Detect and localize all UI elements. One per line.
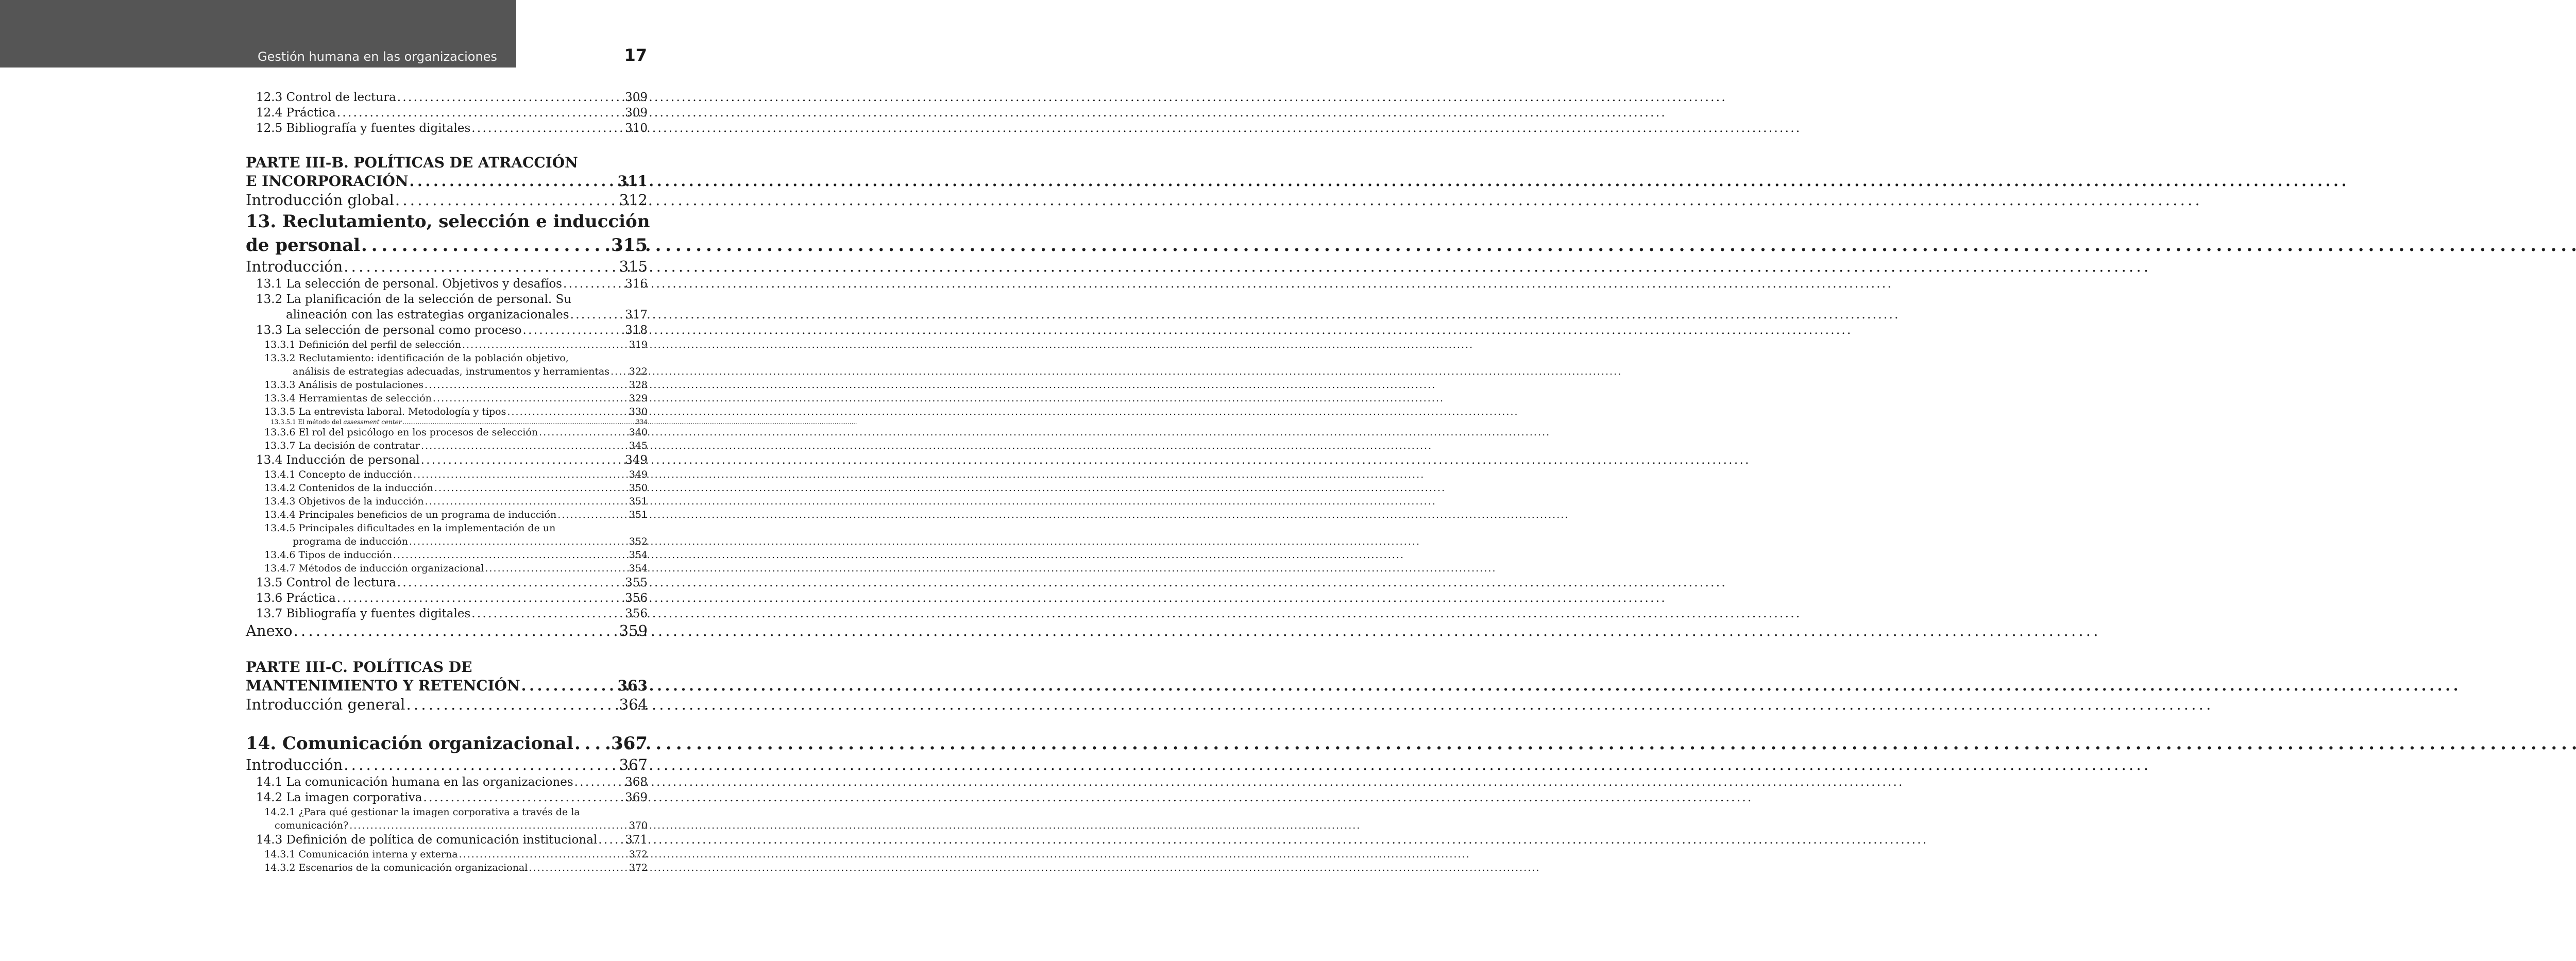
toc-entry-page: 349	[625, 453, 648, 467]
running-header-title: Gestión humana en las organizaciones	[258, 49, 497, 64]
toc-entry-page: 356	[625, 592, 648, 605]
toc-entry-title: 13.4.6 Tipos de inducción	[264, 549, 392, 561]
table-of-contents	[246, 90, 648, 874]
toc-entry	[246, 606, 648, 621]
toc-entry-title: programa de inducción	[293, 536, 408, 547]
toc-entry-page: 345	[629, 440, 648, 451]
toc-entry-title: 13.3.7 La decisión de contratar	[264, 440, 420, 451]
toc-entry	[246, 508, 648, 521]
toc-entry	[246, 832, 648, 848]
toc-entry-page: 355	[625, 576, 648, 589]
toc-entry-page: 354	[629, 563, 648, 574]
toc-entry	[246, 439, 648, 452]
toc-entry	[246, 426, 648, 439]
toc-entry	[246, 591, 648, 606]
toc-entry-line: 14.2.1 ¿Para qué gestionar la imagen corporativa a través de la	[264, 806, 580, 818]
toc-entry-page: 364	[619, 696, 648, 713]
toc-entry-page: 340	[629, 427, 648, 438]
part-heading-line: PARTE III-C. POLÍTICAS DE	[246, 659, 472, 676]
toc-entry-title: 13.4.7 Métodos de inducción organizacional	[264, 563, 484, 574]
toc-entry	[246, 418, 648, 426]
toc-entry-title: 14.3 Definición de política de comunicación institucional	[256, 833, 598, 847]
toc-entry-page: 309	[625, 106, 648, 120]
toc-entry-title: 13.3.4 Herramientas de selección	[264, 393, 432, 404]
toc-entry-title: 13.3.5 La entrevista laboral. Metodología y tipos	[264, 406, 506, 417]
toc-entry-page: 312	[619, 191, 648, 209]
toc-entry-title: 13.3.3 Análisis de postulaciones	[264, 379, 423, 391]
toc-entry	[246, 819, 648, 832]
toc-entry-title: 13.1 La selección de personal. Objetivos y desafíos	[256, 277, 562, 291]
chapter-heading	[246, 233, 648, 257]
chapter-heading-line: 13. Reclutamiento, selección e inducción	[246, 211, 650, 232]
toc-entry-page: 368	[625, 775, 648, 789]
chapter-heading	[246, 732, 648, 755]
toc-entry-page: 372	[629, 862, 648, 873]
toc-entry-line: 13.4.5 Principales dificultades en la implementación de un	[264, 522, 556, 534]
toc-entry-title: 12.4 Práctica	[256, 106, 336, 120]
toc-entry-line: 13.2 La planificación de la selección de personal. Su	[256, 293, 572, 306]
toc-entry-title: Introducción	[246, 756, 343, 773]
toc-entry-title-emphasis: assessment center	[343, 418, 402, 426]
toc-entry-title: alineación con las estrategias organizacionales	[286, 308, 569, 322]
toc-entry-title	[270, 418, 402, 426]
toc-entry-title: 13.3.6 El rol del psicólogo en los procesos de selección	[264, 427, 538, 438]
toc-entry	[246, 307, 648, 323]
toc-entry-page: 350	[629, 482, 648, 494]
toc-entry-title: MANTENIMIENTO Y RETENCIÓN	[246, 677, 520, 694]
toc-entry-title: 13.4.3 Objetivos de la inducción	[264, 496, 424, 507]
toc-entry-page: 310	[625, 122, 648, 135]
toc-entry-title: 12.5 Bibliografía y fuentes digitales	[256, 122, 471, 135]
toc-entry-page: 372	[629, 849, 648, 860]
toc-entry	[246, 378, 648, 392]
toc-entry-title: 14.3.2 Escenarios de la comunicación organizacional	[264, 862, 528, 873]
toc-entry	[246, 621, 648, 640]
toc-entry-title: Introducción	[246, 258, 343, 275]
toc-entry	[246, 790, 648, 805]
toc-entry-title: 13.7 Bibliografía y fuentes digitales	[256, 607, 471, 620]
toc-entry	[246, 562, 648, 575]
toc-entry-page: 328	[629, 379, 648, 391]
toc-entry-page: 370	[629, 820, 648, 831]
toc-entry-title: 14.1 La comunicación humana en las organizaciones	[256, 775, 573, 789]
toc-entry	[246, 121, 648, 136]
toc-entry-title-text: 13.3.5.1 El método del	[270, 418, 342, 426]
toc-entry	[246, 495, 648, 508]
toc-entry	[246, 848, 648, 861]
toc-entry-title: 13.3.1 Definición del perfil de selección	[264, 339, 461, 350]
toc-entry-page: 356	[625, 607, 648, 620]
part-heading	[246, 677, 648, 695]
toc-entry	[246, 861, 648, 874]
toc-entry-page: 367	[611, 733, 648, 754]
toc-entry-page: 315	[611, 235, 648, 256]
toc-entry-page: 359	[619, 622, 648, 639]
toc-entry-page: 354	[629, 549, 648, 561]
toc-entry-page: 351	[629, 496, 648, 507]
toc-entry-page: 352	[629, 536, 648, 547]
toc-entry-page: 330	[629, 406, 648, 417]
part-heading	[246, 172, 648, 191]
toc-entry-page: 329	[629, 393, 648, 404]
toc-entry	[246, 695, 648, 714]
toc-entry	[246, 365, 648, 378]
toc-entry-title: Introducción general	[246, 696, 405, 713]
toc-entry	[246, 405, 648, 418]
toc-entry-page: 319	[629, 339, 648, 350]
toc-entry-page: 309	[625, 91, 648, 104]
toc-entry-line: 13.3.2 Reclutamiento: identificación de la población objetivo,	[264, 352, 569, 364]
page-number: 17	[624, 45, 647, 65]
toc-entry-page: 334	[636, 418, 648, 426]
toc-entry	[246, 338, 648, 351]
toc-entry	[246, 105, 648, 121]
part-heading-line: PARTE III-B. POLÍTICAS DE ATRACCIÓN	[246, 154, 578, 171]
toc-entry-page: 318	[625, 324, 648, 337]
toc-entry-page: 316	[625, 277, 648, 291]
toc-entry-page: 351	[629, 509, 648, 520]
toc-entry-title: 14.2 La imagen corporativa	[256, 791, 422, 804]
toc-entry-title: Introducción global	[246, 191, 394, 209]
toc-entry-page: 369	[625, 791, 648, 804]
toc-entry	[246, 276, 648, 292]
toc-entry-title: 13.5 Control de lectura	[256, 576, 396, 589]
toc-entry-title: comunicación?	[275, 820, 349, 831]
toc-entry	[246, 755, 648, 774]
toc-entry-page: 315	[619, 258, 648, 275]
toc-entry	[246, 535, 648, 548]
toc-entry-title: 13.4.1 Concepto de inducción	[264, 469, 413, 480]
toc-entry-page: 367	[619, 756, 648, 773]
toc-entry-title: 13.4.2 Contenidos de la inducción	[264, 482, 433, 494]
toc-entry-title: análisis de estrategias adecuadas, instrumentos y herramientas	[293, 366, 610, 377]
toc-entry-title: 13.4.4 Principales beneficios de un programa de inducción	[264, 509, 557, 520]
toc-entry-title: 12.3 Control de lectura	[256, 91, 396, 104]
toc-entry	[246, 257, 648, 276]
toc-entry-title: E INCORPORACIÓN	[246, 173, 409, 190]
toc-entry-page: 317	[625, 308, 648, 322]
toc-entry-page: 322	[629, 366, 648, 377]
toc-entry-title: de personal	[246, 235, 361, 256]
toc-entry-title: Anexo	[246, 622, 293, 639]
toc-entry-title: 13.6 Práctica	[256, 592, 336, 605]
toc-entry	[246, 774, 648, 790]
toc-entry	[246, 548, 648, 562]
toc-entry	[246, 392, 648, 405]
toc-entry	[246, 90, 648, 105]
toc-entry-title: 14.3.1 Comunicación interna y externa	[264, 849, 458, 860]
toc-entry-title: 13.4 Inducción de personal	[256, 453, 420, 467]
toc-entry	[246, 452, 648, 468]
toc-entry-page: 349	[629, 469, 648, 480]
toc-entry	[246, 468, 648, 481]
toc-entry	[246, 481, 648, 495]
toc-entry-page: 363	[617, 677, 648, 694]
toc-entry-title: 13.3 La selección de personal como proceso	[256, 324, 522, 337]
toc-entry	[246, 575, 648, 591]
toc-entry-page: 311	[617, 173, 648, 190]
toc-entry-title: 14. Comunicación organizacional	[246, 733, 573, 754]
toc-entry	[246, 323, 648, 338]
toc-entry	[246, 191, 648, 210]
toc-entry-page: 371	[625, 833, 648, 847]
